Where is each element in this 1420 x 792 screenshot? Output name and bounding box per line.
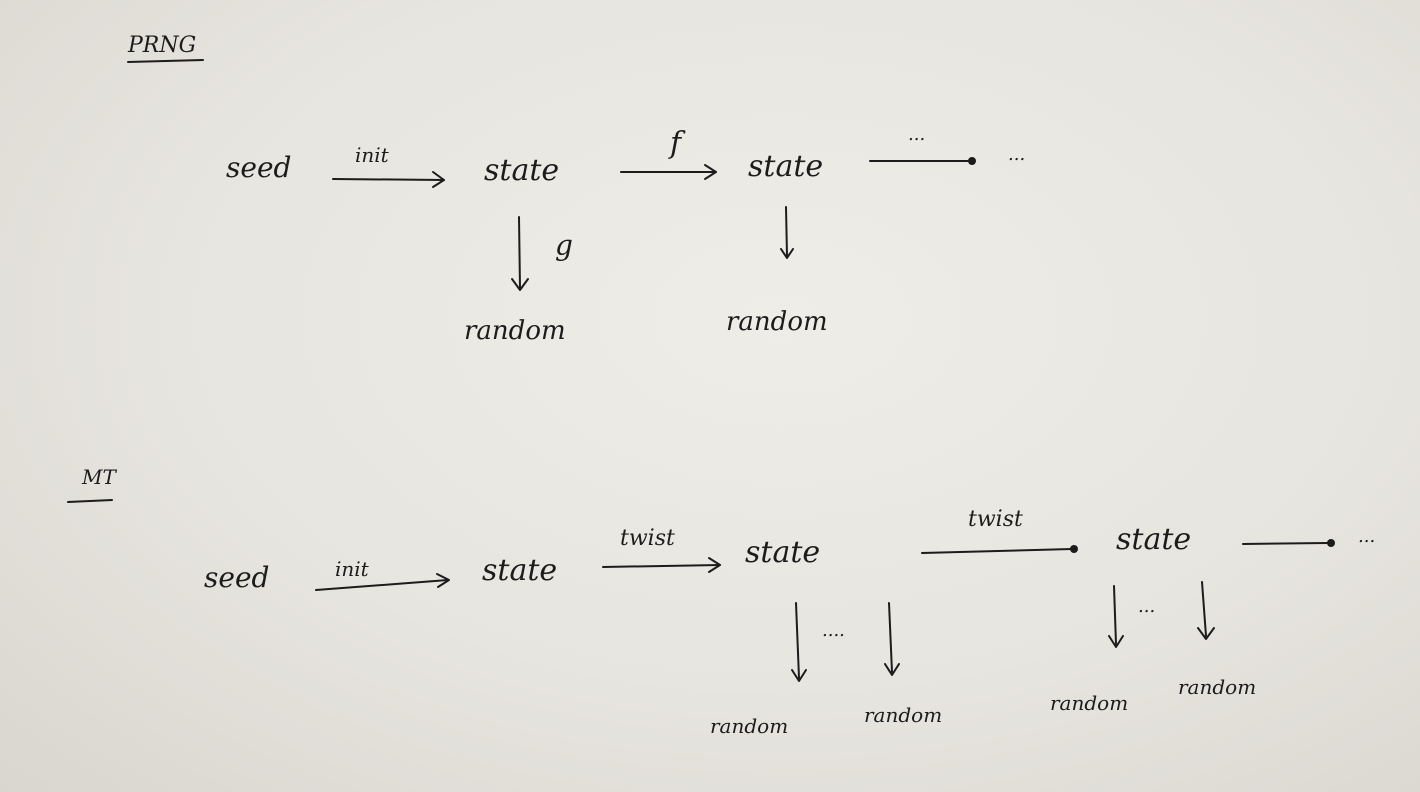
prng-heading: PRNG — [128, 33, 197, 58]
mt-state-1: state — [482, 553, 558, 588]
prng-trailing-dots: ... — [1008, 144, 1026, 165]
mt-random-3: random — [1050, 691, 1129, 715]
prng-f-label: f — [670, 126, 682, 161]
mt-between-dots-1: .... — [822, 620, 845, 641]
prng-next-arrow — [870, 157, 976, 165]
mt-twist-arrow-1 — [603, 558, 720, 572]
prng-output-arrow — [781, 207, 793, 258]
prng-seed-label: seed — [226, 151, 292, 184]
mt-seed-label: seed — [204, 561, 270, 594]
mt-init-label: init — [335, 557, 369, 581]
prng-g-arrow — [512, 217, 528, 290]
prng-state-1: state — [484, 153, 560, 188]
prng-state-2: state — [748, 149, 824, 184]
prng-random-1: random — [464, 316, 566, 346]
mt-output-arrow-1 — [792, 603, 806, 681]
mt-state-2: state — [745, 535, 821, 570]
prng-init-arrow — [333, 172, 444, 187]
mt-twist-label-1: twist — [620, 526, 675, 551]
prng-f-arrow — [621, 165, 716, 179]
prng-init-label: init — [355, 143, 389, 167]
mt-next-arrow — [1243, 539, 1335, 547]
mt-random-2: random — [864, 703, 943, 727]
mt-output-arrow-3 — [1109, 586, 1123, 647]
mt-state-3: state — [1116, 522, 1192, 557]
mt-random-1: random — [710, 714, 789, 738]
mt-between-dots-2: ... — [1138, 596, 1156, 617]
prng-random-2: random — [726, 307, 828, 337]
mt-twist-label-2: twist — [968, 507, 1023, 532]
mt-twist-arrow-2 — [922, 545, 1078, 553]
prng-dots-above: ... — [908, 124, 926, 145]
mt-heading-underline — [68, 500, 112, 502]
mt-output-arrow-2 — [885, 603, 899, 675]
mt-heading: MT — [82, 465, 116, 489]
mt-trailing-dots: ... — [1358, 526, 1376, 547]
prng-g-label: g — [555, 229, 573, 262]
mt-random-4: random — [1178, 675, 1257, 699]
mt-output-arrow-4 — [1198, 582, 1214, 639]
prng-heading-underline — [128, 60, 203, 62]
